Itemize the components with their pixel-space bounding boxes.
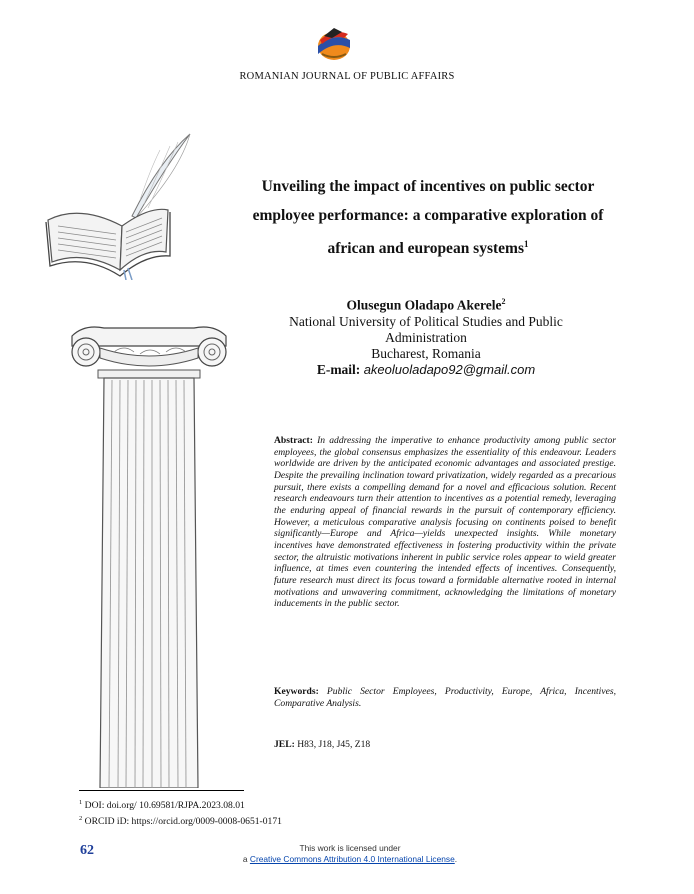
license-prefix: a xyxy=(242,854,250,864)
author-email-line xyxy=(276,362,576,378)
author-location: Bucharest, Romania xyxy=(371,345,481,361)
footnote-mark: 1 xyxy=(79,799,83,806)
article-title-text: Unveiling the impact of incentives on public sector employee performance: a comparative exploration of african and european systems xyxy=(252,178,604,258)
jel-codes xyxy=(274,739,616,750)
footnote-divider xyxy=(79,790,244,791)
abstract-text: In addressing the imperative to enhance productivity among public sector employees, the global consensus emphasizes the essentiality of this endeavour. Leaders worldwide are driven by the anticipated economic advantages and associated prestige. Despite the prevailing inclination toward privatization, widely regarded as a precarious pursuit, there exists a compelling demand for a novel and efficacious solution. Recent research endeavours turn their attention to incentives as a potential remedy, leveraging the enduring appeal of financial rewards in the pursuit of contemporary efficiency. However, a meticulous comparative analysis focusing on continents poised to benefit significantly—Europe and Africa—yields unexpected insights. While monetary incentives have demonstrated effectiveness in fostering productivity within the private sector, the altruistic motivations inherent in public service roles appear to wield greater influence, at times even countering the intended effects of incentives. Consequently, future research must direct its focus toward a formidable alternative rooted in internal motivations and unwavering commitment, acknowledging the limitations of monetary inducements in the public sector. xyxy=(274,435,616,610)
jel-label: JEL: xyxy=(274,739,295,750)
footnote-orcid: ORCID iD: https://orcid.org/0009-0008-0651-0171 xyxy=(84,816,282,828)
affiliation-line2: Administration xyxy=(385,329,467,345)
author-email[interactable]: akeoluoladapo92@gmail.com xyxy=(363,361,536,377)
license-line2 xyxy=(200,854,500,865)
license-line1: This work is licensed under xyxy=(299,843,401,853)
license-notice xyxy=(200,843,500,865)
license-suffix: . xyxy=(454,854,458,864)
ionic-column-illustration xyxy=(64,318,234,788)
abstract-label: Abstract: xyxy=(274,435,313,446)
article-title xyxy=(232,172,624,263)
footnote-mark: 2 xyxy=(79,815,83,823)
author-name xyxy=(276,294,576,314)
journal-name: ROMANIAN JOURNAL OF PUBLIC AFFAIRS xyxy=(239,71,455,82)
author-footnote-mark: 2 xyxy=(501,297,506,306)
page-number: 62 xyxy=(80,843,94,858)
footnote-1 xyxy=(79,796,282,812)
jel-text: H83, J18, J45, Z18 xyxy=(297,739,371,750)
author-name-text: Olusegun Oladapo Akerele xyxy=(346,297,502,313)
footnote-2 xyxy=(79,812,282,828)
title-footnote-mark: 1 xyxy=(523,239,529,249)
email-label: E-mail: xyxy=(316,361,361,377)
author-block xyxy=(276,294,576,378)
abstract xyxy=(274,435,616,610)
keywords-text: Public Sector Employees, Productivity, Europe, Africa, Incentives, Comparative Analysis. xyxy=(274,686,616,709)
open-book-illustration xyxy=(40,130,200,280)
license-link[interactable]: Creative Commons Attribution 4.0 International License xyxy=(249,854,455,864)
footnotes xyxy=(79,796,282,828)
keywords-label: Keywords: xyxy=(274,686,319,697)
affiliation-line1: National University of Political Studies and Public xyxy=(289,313,563,329)
keywords xyxy=(274,686,616,710)
footnote-doi: DOI: doi.org/ 10.69581/RJPA.2023.08.01 xyxy=(84,800,245,812)
journal-logo xyxy=(314,26,354,62)
